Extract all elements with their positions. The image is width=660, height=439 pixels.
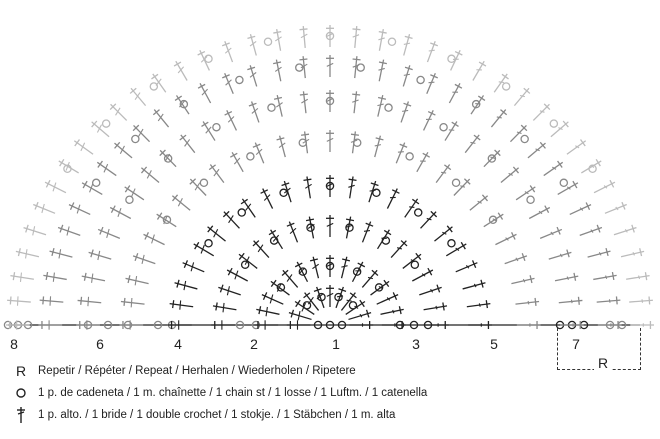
row-number-6: 6 [96, 336, 104, 352]
chain-stitch [268, 104, 275, 111]
double-crochet-crossbar [645, 272, 646, 280]
double-crochet-crossbar [271, 280, 276, 286]
double-crochet-slash [599, 252, 601, 255]
stitch-layer [4, 25, 654, 330]
double-crochet-crossbar [486, 300, 487, 308]
double-crochet-crossbar [379, 62, 387, 64]
double-crochet-slash [368, 277, 373, 278]
double-crochet-slash [104, 164, 108, 172]
double-crochet-crossbar [416, 253, 421, 259]
double-crochet-slash [377, 104, 383, 106]
double-crochet-crossbar [301, 134, 309, 135]
chain-stitch [373, 189, 380, 196]
chain-stitch [560, 179, 567, 186]
double-crochet-slash [88, 297, 89, 306]
double-crochet-crossbar [180, 135, 186, 140]
chain-stitch [452, 179, 459, 186]
double-crochet-crossbar [300, 94, 308, 95]
double-crochet-crossbar [479, 62, 486, 66]
double-crochet-slash [347, 300, 352, 301]
double-crochet-crossbar [461, 242, 465, 249]
double-crochet-crossbar [474, 135, 480, 140]
double-crochet-slash [53, 273, 54, 282]
double-crochet-slash [429, 82, 435, 83]
double-crochet-slash [402, 110, 408, 111]
double-crochet-slash [120, 146, 124, 154]
double-crochet-slash [202, 89, 208, 95]
double-crochet-slash [633, 252, 634, 255]
double-crochet-slash [50, 296, 51, 305]
double-crochet-slash [180, 300, 181, 309]
double-crochet-slash [266, 307, 267, 316]
double-crochet-slash [441, 172, 446, 173]
double-crochet-crossbar [300, 29, 308, 30]
double-crochet-slash [609, 299, 610, 302]
double-crochet-crossbar [75, 140, 80, 146]
double-crochet-slash [404, 43, 410, 44]
double-crochet-slash [20, 273, 21, 282]
double-crochet-crossbar [269, 230, 276, 234]
chain-stitch [440, 124, 447, 131]
chain-stitch [448, 240, 455, 247]
double-crochet-crossbar [306, 219, 314, 220]
double-crochet-slash [540, 111, 545, 113]
chain-stitch [200, 179, 207, 186]
double-crochet-crossbar [444, 165, 450, 170]
double-crochet-slash [523, 279, 524, 282]
double-crochet-slash [571, 300, 572, 303]
double-crochet-crossbar [273, 62, 281, 64]
row-number-4: 4 [174, 336, 182, 352]
double-crochet-slash [290, 228, 296, 233]
double-crochet-slash [364, 231, 370, 232]
chain-stitch-circle-icon [10, 387, 32, 399]
double-crochet-crossbar [128, 275, 130, 283]
double-crochet-slash [499, 82, 504, 83]
legend-row-chain [10, 382, 550, 404]
double-crochet-slash [497, 117, 502, 118]
chain-stitch [280, 189, 287, 196]
double-crochet-crossbar [350, 293, 356, 298]
double-crochet-slash [92, 274, 93, 283]
row-number-8: 8 [10, 336, 18, 352]
double-crochet-crossbar [558, 161, 563, 168]
double-crochet-crossbar [452, 122, 459, 126]
double-crochet-crossbar [216, 303, 217, 311]
double-crochet-crossbar [239, 253, 244, 259]
double-crochet-slash [131, 298, 132, 307]
double-crochet-crossbar [18, 248, 20, 256]
double-crochet-crossbar [83, 181, 87, 188]
double-crochet-slash [436, 306, 437, 309]
double-crochet-slash [397, 248, 402, 249]
double-crochet-crossbar [274, 97, 282, 99]
double-crochet-crossbar [346, 219, 354, 220]
double-crochet-crossbar [378, 97, 386, 99]
double-crochet-crossbar [535, 298, 536, 306]
chain-stitch [126, 196, 133, 203]
double-crochet-crossbar [84, 273, 86, 281]
chain-stitch [205, 240, 212, 247]
double-crochet-crossbar [596, 159, 600, 166]
chain-stitch [264, 38, 271, 45]
double-crochet-crossbar [443, 303, 444, 311]
double-crochet-crossbar [349, 179, 357, 180]
chain-stitch [550, 120, 557, 127]
double-crochet-crossbar [157, 213, 161, 220]
double-crochet-crossbar [581, 140, 586, 146]
double-crochet-slash [228, 116, 234, 122]
double-crochet-crossbar [299, 59, 307, 60]
chain-stitch [385, 104, 392, 111]
double-crochet-crossbar [43, 296, 44, 304]
double-crochet-slash [97, 125, 101, 133]
double-crochet-slash [409, 207, 414, 208]
double-crochet-crossbar [379, 32, 387, 33]
double-crochet-crossbar [399, 306, 401, 314]
chain-stitch [150, 83, 157, 90]
row-number-5: 5 [490, 336, 498, 352]
double-crochet-crossbar [384, 230, 391, 234]
double-crochet-crossbar [303, 179, 311, 180]
double-crochet-crossbar [352, 94, 360, 95]
double-crochet-slash [214, 229, 218, 237]
double-crochet-crossbar [259, 306, 261, 314]
chain-stitch [406, 153, 413, 160]
double-crochet-slash [256, 149, 262, 154]
chain-stitch [521, 135, 528, 142]
chain-stitch [247, 153, 254, 160]
chain-stitch [349, 302, 356, 309]
double-crochet-crossbar [98, 161, 103, 168]
double-crochet-crossbar [209, 165, 215, 170]
chain-stitch [448, 55, 455, 62]
double-crochet-slash [470, 142, 475, 143]
double-crochet-crossbar [352, 29, 360, 30]
double-crochet-crossbar [241, 199, 248, 204]
chain-stitch [527, 196, 534, 203]
legend-text-chain: 1 p. de cadeneta / 1 m. chaînette / 1 chain st / 1 losse / 1 Luftm. / 1 catenella [38, 387, 428, 399]
double-crochet-slash [474, 284, 476, 287]
chain-stitch [93, 179, 100, 186]
double-crochet-crossbar [640, 248, 642, 256]
chain-stitch [411, 261, 418, 268]
double-crochet-crossbar [423, 153, 430, 157]
double-crochet-crossbar [174, 62, 181, 66]
double-crochet-crossbar [13, 272, 14, 280]
double-crochet-crossbar [353, 59, 361, 60]
double-crochet-slash [429, 50, 435, 51]
double-crochet-crossbar [612, 272, 613, 280]
chain-stitch [213, 124, 220, 131]
chain-stitch [415, 209, 422, 216]
double-crochet-slash [639, 276, 640, 279]
double-crochet-crossbar [201, 122, 208, 126]
legend-text-repeat: Repetir / Répéter / Repeat / Herhalen / Wiederholen / Ripetere [38, 365, 356, 377]
double-crochet-slash [26, 249, 27, 258]
double-crochet-slash [223, 303, 224, 312]
double-crochet-crossbar [502, 74, 509, 79]
double-crochet-crossbar [616, 296, 617, 304]
row-number-2: 2 [250, 336, 258, 352]
double-crochet-crossbar [230, 153, 237, 157]
double-crochet-slash [264, 195, 270, 201]
double-crochet-crossbar [351, 134, 359, 135]
double-crochet-slash [132, 189, 136, 197]
double-crochet-slash [427, 218, 432, 219]
double-crochet-crossbar [530, 275, 532, 283]
double-crochet-slash [398, 152, 404, 153]
double-crochet-crossbar [412, 199, 419, 204]
double-crochet-slash [404, 74, 410, 75]
double-crochet-crossbar [574, 273, 576, 281]
double-crochet-crossbar [175, 96, 182, 100]
double-crochet-slash [147, 170, 151, 178]
chain-stitch [132, 135, 139, 142]
double-crochet-crossbar [124, 298, 125, 306]
double-crochet-crossbar [360, 300, 364, 307]
repeat-letter-icon: R [15, 363, 27, 379]
repeat-marker: R [594, 355, 612, 371]
chain-stitch [205, 55, 212, 62]
double-crochet-slash [520, 96, 525, 97]
double-crochet-crossbar [195, 242, 199, 249]
double-crochet-slash [517, 132, 522, 133]
double-crochet-crossbar [304, 293, 310, 298]
legend-row-repeat [10, 360, 550, 382]
double-crochet-slash [341, 266, 347, 267]
chain-stitch [357, 64, 364, 71]
double-crochet-crossbar [173, 300, 174, 308]
double-crochet-crossbar [578, 297, 579, 305]
chain-stitch [103, 120, 110, 127]
chain-stitch [388, 38, 395, 45]
double-crochet-crossbar [478, 96, 485, 100]
double-crochet-slash [178, 198, 182, 206]
double-crochet-slash [375, 145, 381, 146]
double-crochet-slash [226, 80, 232, 85]
double-crochet-crossbar [573, 181, 577, 188]
double-crochet-slash [116, 108, 121, 116]
double-crochet-crossbar [649, 297, 650, 305]
double-crochet-slash [393, 310, 394, 313]
double-crochet-crossbar [81, 297, 82, 305]
double-crochet-slash [606, 276, 607, 279]
double-crochet-crossbar [530, 185, 534, 192]
double-crochet-crossbar [60, 159, 64, 166]
double-crochet-crossbar [296, 300, 300, 307]
double-crochet-crossbar [384, 280, 389, 286]
double-crochet-slash [135, 276, 136, 285]
double-crochet-slash [138, 129, 143, 136]
double-crochet-slash [479, 303, 480, 306]
double-crochet-crossbar [46, 272, 47, 280]
row-number-3: 3 [412, 336, 420, 352]
chain-stitch [503, 83, 510, 90]
stitch-legend [10, 360, 550, 426]
double-crochet-crossbar [498, 213, 502, 220]
double-crochet-crossbar [125, 185, 129, 192]
double-crochet-crossbar [151, 74, 158, 79]
legend-text-double-crochet: 1 p. alto. / 1 bride / 1 double crochet / 1 stokje. / 1 Stäbchen / 1 m. alta [38, 409, 396, 421]
legend-row-double-crochet [10, 404, 550, 426]
double-crochet-crossbar [10, 297, 11, 305]
double-crochet-cross-icon [10, 406, 32, 424]
row-number-7: 7 [572, 336, 580, 352]
chain-stitch [242, 261, 249, 268]
double-crochet-slash [567, 277, 568, 280]
chain-stitch [238, 209, 245, 216]
double-crochet-slash [81, 143, 85, 151]
chain-stitch [417, 76, 424, 83]
double-crochet-crossbar [273, 32, 281, 33]
chain-stitch [236, 76, 243, 83]
double-crochet-slash [490, 157, 495, 158]
row-number-1: 1 [332, 336, 340, 352]
double-crochet-slash [460, 186, 465, 187]
double-crochet-slash [528, 301, 529, 304]
